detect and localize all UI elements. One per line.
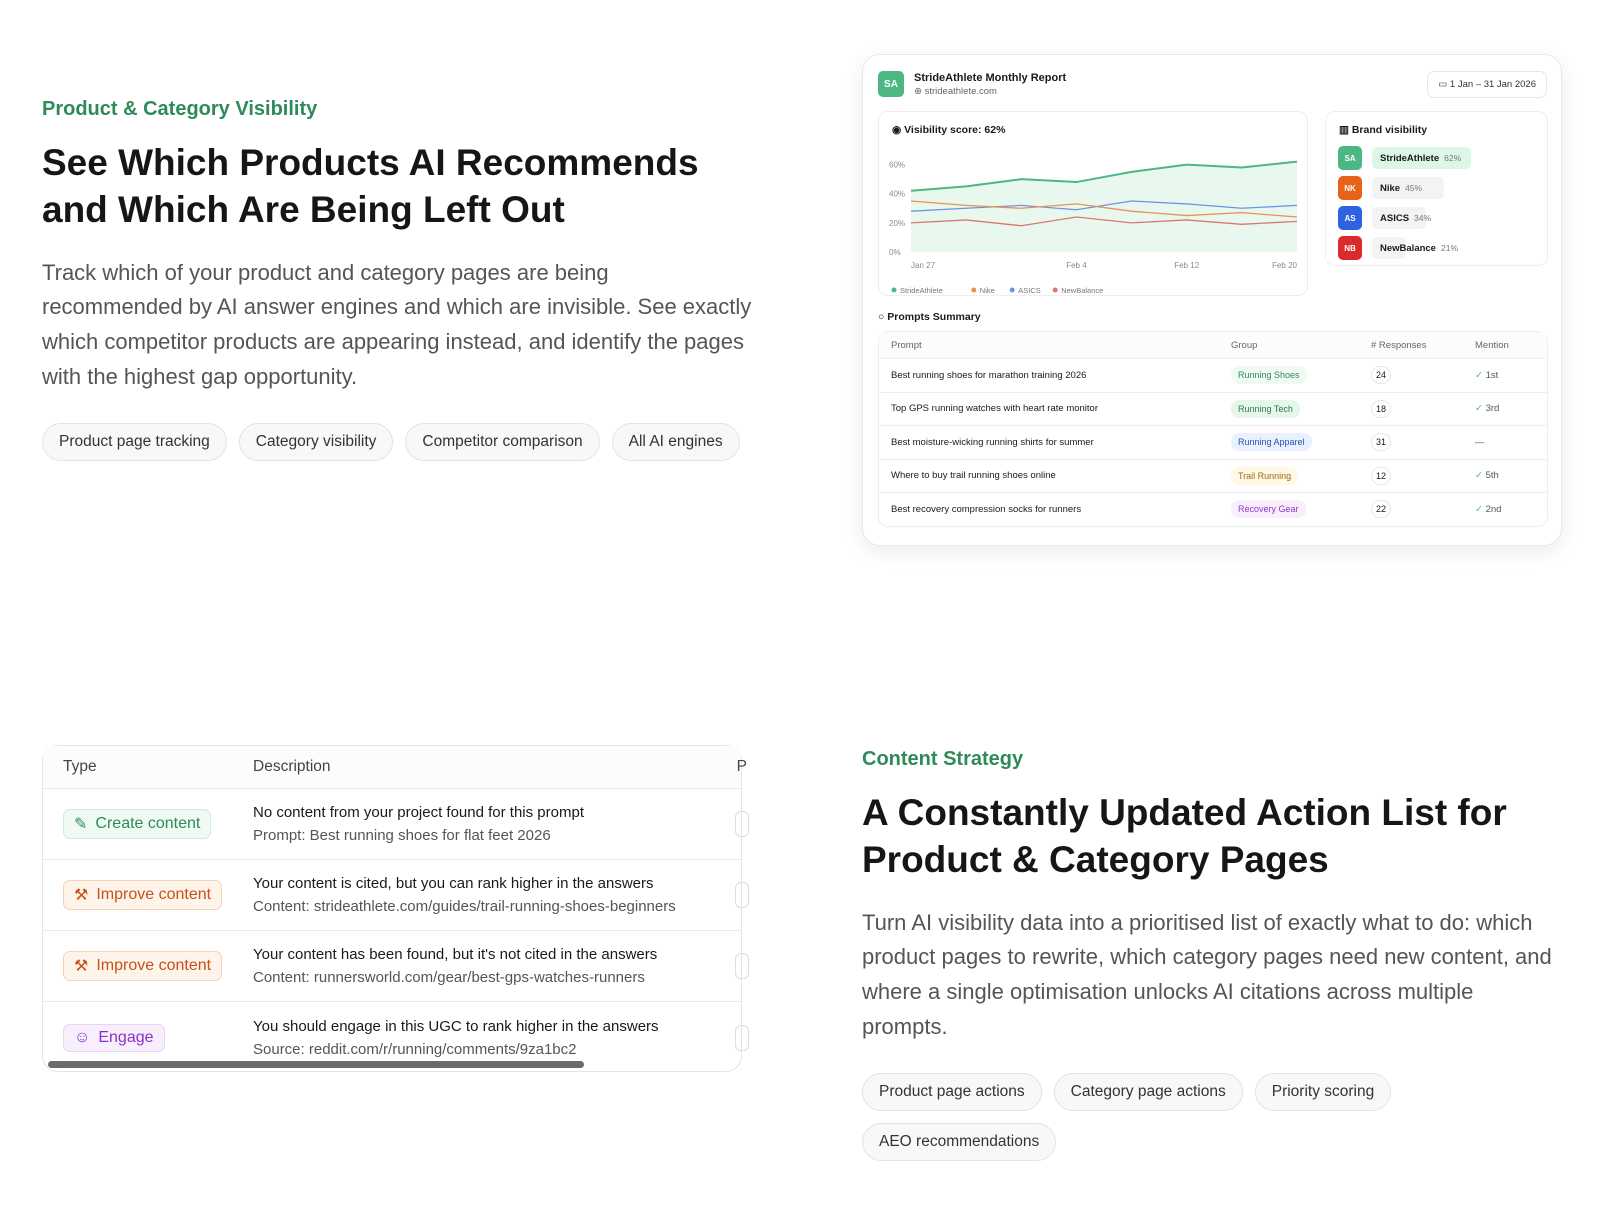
- action-detail: Prompt: Best running shoes for flat feet 2026: [253, 827, 551, 844]
- action-type-label: Improve content: [96, 886, 212, 903]
- y-tick-label: 20%: [889, 218, 906, 228]
- brand-title: Brand visibility: [1351, 124, 1428, 136]
- visibility-section: [42, 98, 752, 461]
- table-row[interactable]: [43, 931, 741, 1002]
- action-description: Your content has been found, but it's not cited in the answers: [253, 946, 658, 963]
- y-tick-label: 40%: [889, 189, 906, 199]
- prompt-text: Top GPS running watches with heart rate monitor: [891, 403, 1098, 415]
- table-row[interactable]: [879, 425, 1547, 459]
- calendar-icon: ▭: [1438, 79, 1448, 90]
- section-eyebrow: Product & Category Visibility: [42, 98, 318, 120]
- chip: All AI engines: [612, 423, 740, 461]
- visibility-panel: [878, 111, 1308, 296]
- legend-label: NewBalance: [1061, 286, 1104, 295]
- action-type-badge: [63, 951, 222, 981]
- group-tag: Running Tech: [1231, 400, 1300, 418]
- action-description: You should engage in this UGC to rank higher in the answers: [253, 1017, 659, 1035]
- chip: Priority scoring: [1255, 1073, 1392, 1111]
- action-type-label: Improve content: [96, 957, 212, 974]
- legend-label: Nike: [979, 286, 995, 295]
- chip: AEO recommendations: [862, 1123, 1056, 1161]
- section-lead: Turn AI visibility data into a prioritised list of exactly what to do: which product pages to rewrite, which category pages need new content, and where a single optimisation unlocks AI citations across multiple prompts.: [862, 909, 1552, 1039]
- prompts-table: [878, 331, 1548, 527]
- col-description: Description: [253, 758, 331, 775]
- table-row[interactable]: [879, 492, 1547, 526]
- table-header: [43, 746, 747, 789]
- brand-bar: [1372, 177, 1444, 199]
- x-tick-label: Feb 4: [1066, 261, 1087, 270]
- prompts-title: Prompts Summary: [887, 311, 981, 323]
- legend-label: ASICS: [1018, 286, 1041, 295]
- brand-bar: [1372, 237, 1458, 259]
- chat-icon: ○: [878, 311, 885, 323]
- brand-visibility-panel: [1325, 111, 1548, 266]
- visibility-title: Visibility score: 62%: [904, 124, 1006, 136]
- date-range-label: 1 Jan – 31 Jan 2026: [1449, 79, 1536, 90]
- chip: Product page actions: [862, 1073, 1042, 1111]
- responses-count: 18: [1371, 400, 1391, 418]
- table-row[interactable]: [43, 860, 741, 931]
- action-table: [42, 745, 747, 1072]
- col-responses: # Responses: [1371, 339, 1427, 351]
- prompt-text: Best recovery compression socks for runners: [891, 503, 1082, 515]
- action-description: No content from your project found for this prompt: [253, 804, 584, 821]
- legend-marker: [892, 288, 897, 293]
- prompt-text: Best moisture-wicking running shirts for summer: [891, 436, 1094, 448]
- responses-count: 31: [1371, 433, 1391, 451]
- feature-chips: [42, 423, 752, 461]
- responses-count: 24: [1371, 366, 1391, 384]
- action-detail: Content: runnersworld.com/gear/best-gps-watches-runners: [253, 969, 645, 986]
- message-icon: ☺: [74, 1028, 91, 1046]
- col-prompt: Prompt: [891, 339, 922, 351]
- priority-cell: [735, 882, 749, 908]
- legend-marker: [1053, 288, 1058, 293]
- chip: Category page actions: [1054, 1073, 1243, 1111]
- check-circle-icon: ✓: [1475, 503, 1486, 515]
- section-lead: Track which of your product and category pages are being recommended by AI answer engines and which are invisible. See exactly which competitor products are appearing instead, and identify the pages with the highest gap opportunity.: [42, 259, 752, 389]
- area-fill: [911, 162, 1297, 252]
- brand-row: [1338, 206, 1432, 230]
- legend-marker: [1010, 288, 1015, 293]
- prompt-text: Where to buy trail running shoes online: [891, 470, 1056, 482]
- action-detail: Content: strideathlete.com/guides/trail-running-shoes-beginners: [253, 898, 676, 915]
- report-site[interactable]: strideathlete.com: [924, 85, 997, 97]
- action-type-label: Create content: [95, 815, 201, 832]
- table-header: [879, 332, 1547, 358]
- x-tick-label: Feb 20: [1272, 261, 1297, 270]
- group-tag: Running Shoes: [1231, 366, 1307, 384]
- brand-bar: [1372, 207, 1432, 229]
- responses-count: 12: [1371, 467, 1391, 485]
- content-strategy-section: [862, 748, 1562, 1161]
- action-type-label: Engage: [98, 1028, 154, 1046]
- mention-rank: 2nd: [1485, 503, 1502, 515]
- action-detail: Source: reddit.com/r/running/comments/9za1bc2: [253, 1040, 577, 1058]
- wrench-icon: ⚒: [74, 887, 89, 904]
- brand-name: ASICS: [1380, 212, 1410, 224]
- col-mention: Mention: [1475, 339, 1509, 351]
- y-tick-label: 0%: [889, 248, 901, 257]
- priority-cell: [735, 953, 749, 979]
- brand-row: [1338, 146, 1471, 170]
- brand-name: StrideAthlete: [1380, 152, 1440, 164]
- date-range-button[interactable]: [1427, 71, 1547, 98]
- brand-pct: 34%: [1414, 213, 1432, 223]
- section-title: See Which Products AI Recommends and Which Are Being Left Out: [42, 142, 699, 231]
- chip: Category visibility: [239, 423, 394, 461]
- col-type: Type: [63, 758, 97, 775]
- action-description: Your content is cited, but you can rank higher in the answers: [253, 875, 654, 892]
- brand-pct: 21%: [1440, 243, 1458, 253]
- group-tag: Running Apparel: [1231, 433, 1312, 451]
- brand-avatar: NK: [1338, 176, 1362, 200]
- bar-chart-icon: ▥: [1339, 124, 1349, 136]
- brand-name: Nike: [1380, 182, 1401, 194]
- wrench-icon: ⚒: [74, 958, 89, 975]
- action-type-badge: [63, 809, 211, 839]
- responses-count: 22: [1371, 500, 1391, 518]
- report-title: StrideAthlete Monthly Report: [914, 71, 1067, 84]
- col-priority: P: [736, 758, 747, 775]
- mention-rank: 3rd: [1485, 403, 1500, 415]
- action-type-badge: [63, 1024, 165, 1052]
- table-row[interactable]: [879, 459, 1547, 493]
- group-tag: Trail Running: [1231, 467, 1298, 485]
- chip: Competitor comparison: [405, 423, 599, 461]
- col-group: Group: [1231, 339, 1258, 351]
- legend-marker: [971, 288, 976, 293]
- table-row[interactable]: [43, 789, 741, 860]
- globe-icon: ⊕: [914, 85, 922, 97]
- priority-cell: [735, 1025, 749, 1051]
- brand-bar: [1372, 147, 1471, 169]
- chip: Product page tracking: [42, 423, 227, 461]
- y-tick-label: 60%: [889, 160, 906, 170]
- priority-cell: [735, 811, 749, 837]
- group-tag: Recovery Gear: [1231, 500, 1306, 518]
- eye-icon: ◉: [892, 124, 902, 136]
- brand-pct: 62%: [1444, 153, 1462, 163]
- check-circle-icon: ✓: [1475, 403, 1486, 415]
- legend-label: StrideAthlete: [900, 286, 943, 295]
- mention-rank: 5th: [1485, 470, 1499, 482]
- feature-chips: [862, 1073, 1562, 1161]
- table-row[interactable]: [879, 358, 1547, 392]
- report-card: [862, 54, 1562, 546]
- check-circle-icon: ✓: [1475, 470, 1486, 482]
- x-tick-label: Feb 12: [1174, 261, 1200, 270]
- brand-avatar: AS: [1338, 206, 1362, 230]
- avatar: SA: [878, 71, 904, 97]
- brand-row: [1338, 236, 1458, 260]
- brand-row: [1338, 176, 1444, 200]
- action-type-badge: [63, 880, 222, 910]
- feather-icon: ✎: [74, 816, 88, 833]
- mention-rank: 1st: [1485, 369, 1499, 381]
- brand-pct: 45%: [1405, 183, 1423, 193]
- check-circle-icon: ✓: [1475, 369, 1486, 381]
- brand-avatar: NB: [1338, 236, 1362, 260]
- visibility-chart: [879, 112, 1309, 297]
- horizontal-scrollbar[interactable]: [48, 1061, 584, 1068]
- brand-avatar: SA: [1338, 146, 1362, 170]
- mention-rank: —: [1475, 436, 1485, 448]
- table-row[interactable]: [879, 392, 1547, 426]
- section-eyebrow: Content Strategy: [862, 748, 1024, 770]
- report-header: [878, 71, 1066, 97]
- prompt-text: Best running shoes for marathon training 2026: [891, 369, 1087, 381]
- section-title: A Constantly Updated Action List for Product & Category Pages: [862, 792, 1507, 881]
- brand-name: NewBalance: [1380, 242, 1436, 254]
- x-tick-label: Jan 27: [911, 261, 936, 270]
